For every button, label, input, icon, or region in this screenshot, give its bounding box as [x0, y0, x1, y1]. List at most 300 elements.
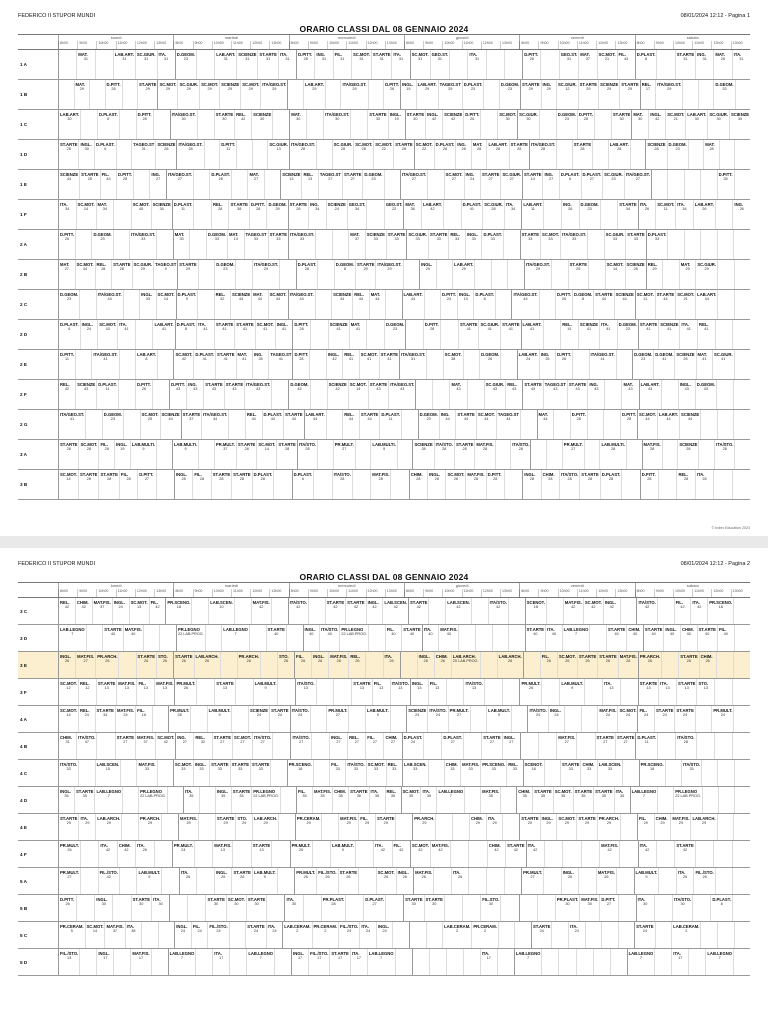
- lesson-cell[interactable]: [348, 706, 365, 732]
- lesson-cell[interactable]: [323, 110, 350, 139]
- lesson-cell[interactable]: [438, 625, 458, 651]
- lesson-cell[interactable]: [654, 895, 672, 921]
- lesson-cell[interactable]: [312, 787, 332, 813]
- lesson-cell[interactable]: [365, 652, 382, 678]
- lesson-cell[interactable]: [135, 706, 152, 732]
- lesson-cell[interactable]: [151, 895, 169, 921]
- lesson-cell[interactable]: [192, 470, 210, 499]
- lesson-cell[interactable]: [196, 320, 214, 349]
- lesson-cell[interactable]: [366, 320, 384, 349]
- lesson-cell[interactable]: [584, 440, 600, 469]
- lesson-cell[interactable]: [321, 814, 338, 840]
- lesson-cell[interactable]: [156, 440, 172, 469]
- lesson-cell[interactable]: [58, 760, 78, 786]
- class-row[interactable]: [18, 410, 750, 440]
- lesson-cell[interactable]: [620, 814, 637, 840]
- lesson-cell[interactable]: [581, 841, 599, 867]
- lesson-cell[interactable]: [234, 320, 254, 349]
- lesson-cell[interactable]: [523, 652, 540, 678]
- lesson-cell[interactable]: [193, 200, 211, 229]
- lesson-cell[interactable]: [424, 895, 444, 921]
- lesson-cell[interactable]: [427, 470, 445, 499]
- lesson-cell[interactable]: [420, 787, 436, 813]
- lesson-cell[interactable]: [251, 841, 271, 867]
- lesson-cell[interactable]: [451, 868, 469, 894]
- lesson-cell[interactable]: [471, 140, 487, 169]
- lesson-cell[interactable]: [697, 320, 715, 349]
- lesson-cell[interactable]: [353, 140, 373, 169]
- lesson-cell[interactable]: [734, 260, 751, 289]
- lesson-cell[interactable]: [168, 949, 196, 975]
- lesson-cell[interactable]: [677, 440, 698, 469]
- lesson-cell[interactable]: [696, 679, 714, 705]
- lesson-cell[interactable]: [480, 949, 497, 975]
- class-row[interactable]: [18, 170, 750, 200]
- lesson-cell[interactable]: [208, 598, 234, 624]
- lesson-cell[interactable]: [325, 80, 341, 109]
- lesson-cell[interactable]: [201, 410, 228, 439]
- lesson-cell[interactable]: [576, 733, 594, 759]
- lesson-cell[interactable]: [289, 110, 306, 139]
- lesson-cell[interactable]: [113, 949, 130, 975]
- lesson-cell[interactable]: [470, 706, 487, 732]
- lesson-cell[interactable]: [76, 733, 96, 759]
- lesson-cell[interactable]: [390, 706, 407, 732]
- lesson-cell[interactable]: [497, 949, 514, 975]
- lesson-cell[interactable]: [367, 110, 387, 139]
- lesson-cell[interactable]: [395, 814, 412, 840]
- lesson-cell[interactable]: [734, 350, 750, 379]
- lesson-cell[interactable]: [326, 350, 342, 379]
- lesson-cell[interactable]: [331, 290, 352, 319]
- lesson-cell[interactable]: [365, 733, 383, 759]
- lesson-cell[interactable]: [348, 787, 368, 813]
- lesson-cell[interactable]: [658, 868, 676, 894]
- lesson-cell[interactable]: [424, 290, 440, 319]
- lesson-cell[interactable]: [734, 760, 750, 786]
- lesson-cell[interactable]: [229, 949, 246, 975]
- lesson-cell[interactable]: [620, 598, 637, 624]
- lesson-cell[interactable]: [674, 841, 694, 867]
- lesson-cell[interactable]: [58, 320, 80, 349]
- lesson-cell[interactable]: [486, 470, 504, 499]
- lesson-cell[interactable]: [303, 80, 325, 109]
- lesson-cell[interactable]: [559, 50, 579, 79]
- lesson-cell[interactable]: [79, 170, 99, 199]
- lesson-cell[interactable]: [717, 290, 733, 319]
- lesson-cell[interactable]: [559, 679, 584, 705]
- lesson-cell[interactable]: [434, 140, 456, 169]
- lesson-cell[interactable]: [653, 350, 674, 379]
- lesson-cell[interactable]: [511, 706, 528, 732]
- lesson-cell[interactable]: [345, 895, 363, 921]
- lesson-cell[interactable]: [206, 230, 227, 259]
- lesson-cell[interactable]: [204, 140, 220, 169]
- lesson-cell[interactable]: [646, 230, 668, 259]
- lesson-cell[interactable]: [441, 733, 463, 759]
- lesson-cell[interactable]: [486, 814, 503, 840]
- lesson-cell[interactable]: [544, 841, 562, 867]
- lesson-cell[interactable]: [587, 410, 604, 439]
- lesson-cell[interactable]: [678, 652, 698, 678]
- lesson-cell[interactable]: [703, 140, 719, 169]
- lesson-cell[interactable]: [480, 652, 497, 678]
- lesson-cell[interactable]: [695, 50, 713, 79]
- class-row[interactable]: [18, 320, 750, 350]
- lesson-cell[interactable]: [478, 320, 500, 349]
- lesson-cell[interactable]: [118, 380, 135, 409]
- lesson-cell[interactable]: [58, 200, 76, 229]
- lesson-cell[interactable]: [251, 110, 272, 139]
- lesson-cell[interactable]: [96, 290, 123, 319]
- class-row[interactable]: [18, 922, 750, 949]
- lesson-cell[interactable]: [436, 787, 464, 813]
- lesson-cell[interactable]: [143, 625, 160, 651]
- lesson-cell[interactable]: [523, 760, 544, 786]
- lesson-cell[interactable]: [517, 110, 539, 139]
- lesson-cell[interactable]: [733, 380, 750, 409]
- lesson-cell[interactable]: [376, 922, 393, 948]
- lesson-cell[interactable]: [578, 80, 598, 109]
- lesson-cell[interactable]: [719, 140, 735, 169]
- lesson-cell[interactable]: [58, 380, 75, 409]
- lesson-cell[interactable]: [373, 841, 391, 867]
- lesson-cell[interactable]: [395, 949, 412, 975]
- lesson-cell[interactable]: [252, 260, 279, 289]
- lesson-cell[interactable]: [95, 706, 115, 732]
- lesson-cell[interactable]: [717, 410, 734, 439]
- lesson-cell[interactable]: [385, 290, 401, 319]
- lesson-cell[interactable]: [266, 895, 284, 921]
- lesson-cell[interactable]: [707, 110, 729, 139]
- lesson-cell[interactable]: [296, 787, 312, 813]
- lesson-cell[interactable]: [95, 760, 121, 786]
- lesson-cell[interactable]: [58, 922, 85, 948]
- lesson-cell[interactable]: [695, 380, 716, 409]
- lesson-cell[interactable]: [214, 290, 230, 319]
- lesson-cell[interactable]: [461, 200, 483, 229]
- lesson-cell[interactable]: [428, 679, 446, 705]
- lesson-cell[interactable]: [539, 350, 555, 379]
- lesson-cell[interactable]: [428, 760, 444, 786]
- lesson-cell[interactable]: [167, 787, 183, 813]
- lesson-cell[interactable]: [92, 598, 112, 624]
- lesson-cell[interactable]: [260, 652, 277, 678]
- lesson-cell[interactable]: [58, 652, 75, 678]
- lesson-cell[interactable]: [426, 922, 443, 948]
- lesson-cell[interactable]: [500, 895, 518, 921]
- lesson-cell[interactable]: [347, 200, 367, 229]
- lesson-cell[interactable]: [104, 922, 124, 948]
- lesson-cell[interactable]: [651, 170, 667, 199]
- lesson-cell[interactable]: [334, 260, 355, 289]
- lesson-cell[interactable]: [332, 470, 352, 499]
- lesson-cell[interactable]: [383, 652, 400, 678]
- lesson-cell[interactable]: [444, 170, 464, 199]
- lesson-cell[interactable]: [428, 598, 445, 624]
- lesson-cell[interactable]: [734, 922, 751, 948]
- lesson-cell[interactable]: [560, 760, 580, 786]
- lesson-cell[interactable]: [520, 733, 538, 759]
- lesson-cell[interactable]: [58, 110, 80, 139]
- lesson-cell[interactable]: [427, 706, 447, 732]
- lesson-cell[interactable]: [732, 470, 750, 499]
- lesson-cell[interactable]: [161, 814, 178, 840]
- lesson-cell[interactable]: [58, 470, 78, 499]
- lesson-cell[interactable]: [91, 350, 118, 379]
- lesson-cell[interactable]: [140, 410, 160, 439]
- lesson-cell[interactable]: [443, 200, 461, 229]
- lesson-cell[interactable]: [157, 350, 173, 379]
- lesson-cell[interactable]: [732, 868, 750, 894]
- lesson-cell[interactable]: [421, 200, 443, 229]
- lesson-cell[interactable]: [520, 410, 537, 439]
- lesson-cell[interactable]: [372, 679, 390, 705]
- lesson-cell[interactable]: [349, 320, 367, 349]
- lesson-cell[interactable]: [338, 814, 358, 840]
- lesson-cell[interactable]: [98, 868, 119, 894]
- lesson-cell[interactable]: [617, 50, 635, 79]
- lesson-cell[interactable]: [444, 760, 460, 786]
- lesson-cell[interactable]: [452, 260, 474, 289]
- lesson-cell[interactable]: [714, 679, 732, 705]
- lesson-cell[interactable]: [179, 868, 197, 894]
- lesson-cell[interactable]: [636, 895, 654, 921]
- lesson-cell[interactable]: [486, 868, 504, 894]
- lesson-cell[interactable]: [697, 625, 717, 651]
- lesson-cell[interactable]: [562, 625, 590, 651]
- lesson-cell[interactable]: [661, 652, 678, 678]
- lesson-cell[interactable]: [604, 230, 626, 259]
- lesson-cell[interactable]: [643, 625, 663, 651]
- lesson-cell[interactable]: [116, 679, 136, 705]
- lesson-cell[interactable]: [157, 80, 177, 109]
- lesson-cell[interactable]: [154, 679, 174, 705]
- lesson-cell[interactable]: [317, 440, 333, 469]
- lesson-cell[interactable]: [288, 230, 315, 259]
- lesson-cell[interactable]: [248, 706, 269, 732]
- lesson-cell[interactable]: [366, 598, 383, 624]
- lesson-cell[interactable]: [662, 260, 679, 289]
- lesson-cell[interactable]: [499, 80, 520, 109]
- lesson-cell[interactable]: [693, 868, 714, 894]
- lesson-cell[interactable]: [156, 470, 174, 499]
- lesson-cell[interactable]: [587, 230, 604, 259]
- class-row[interactable]: [18, 350, 750, 380]
- lesson-cell[interactable]: [448, 706, 470, 732]
- lesson-cell[interactable]: [480, 895, 500, 921]
- lesson-cell[interactable]: [95, 50, 113, 79]
- lesson-cell[interactable]: [587, 380, 604, 409]
- lesson-cell[interactable]: [102, 625, 122, 651]
- lesson-cell[interactable]: [656, 841, 674, 867]
- lesson-cell[interactable]: [351, 50, 371, 79]
- lesson-cell[interactable]: [197, 290, 213, 319]
- lesson-cell[interactable]: [198, 260, 215, 289]
- lesson-cell[interactable]: [440, 320, 458, 349]
- lesson-cell[interactable]: [396, 868, 414, 894]
- class-row[interactable]: [18, 625, 750, 652]
- lesson-cell[interactable]: [96, 733, 114, 759]
- lesson-cell[interactable]: [369, 290, 385, 319]
- lesson-cell[interactable]: [525, 598, 546, 624]
- lesson-cell[interactable]: [467, 380, 484, 409]
- lesson-cell[interactable]: [695, 706, 712, 732]
- lesson-cell[interactable]: [191, 598, 208, 624]
- lesson-cell[interactable]: [236, 50, 257, 79]
- lesson-cell[interactable]: [235, 260, 252, 289]
- lesson-cell[interactable]: [391, 50, 409, 79]
- lesson-cell[interactable]: [584, 679, 602, 705]
- lesson-cell[interactable]: [212, 733, 232, 759]
- lesson-cell[interactable]: [345, 760, 365, 786]
- lesson-cell[interactable]: [203, 380, 223, 409]
- lesson-cell[interactable]: [136, 868, 161, 894]
- lesson-cell[interactable]: [135, 380, 152, 409]
- lesson-cell[interactable]: [379, 350, 399, 379]
- lesson-cell[interactable]: [294, 868, 316, 894]
- lesson-cell[interactable]: [355, 260, 375, 289]
- lesson-cell[interactable]: [268, 230, 288, 259]
- lesson-cell[interactable]: [432, 380, 449, 409]
- lesson-cell[interactable]: [330, 841, 355, 867]
- lesson-cell[interactable]: [244, 380, 271, 409]
- lesson-cell[interactable]: [544, 760, 560, 786]
- lesson-cell[interactable]: [186, 380, 203, 409]
- lesson-cell[interactable]: [602, 170, 624, 199]
- lesson-cell[interactable]: [333, 440, 355, 469]
- lesson-cell[interactable]: [579, 895, 599, 921]
- lesson-cell[interactable]: [207, 922, 228, 948]
- lesson-cell[interactable]: [473, 290, 495, 319]
- lesson-cell[interactable]: [75, 260, 95, 289]
- lesson-cell[interactable]: [375, 260, 402, 289]
- lesson-cell[interactable]: [115, 733, 135, 759]
- lesson-cell[interactable]: [718, 787, 734, 813]
- lesson-cell[interactable]: [129, 598, 149, 624]
- lesson-cell[interactable]: [388, 110, 405, 139]
- lesson-cell[interactable]: [321, 895, 345, 921]
- lesson-cell[interactable]: [294, 652, 311, 678]
- lesson-cell[interactable]: [667, 170, 683, 199]
- lesson-cell[interactable]: [174, 470, 192, 499]
- lesson-cell[interactable]: [91, 230, 112, 259]
- lesson-cell[interactable]: [154, 841, 172, 867]
- class-row[interactable]: [18, 260, 750, 290]
- lesson-cell[interactable]: [165, 598, 191, 624]
- lesson-cell[interactable]: [430, 50, 450, 79]
- class-row[interactable]: [18, 230, 750, 260]
- lesson-cell[interactable]: [646, 260, 663, 289]
- lesson-cell[interactable]: [579, 470, 599, 499]
- lesson-cell[interactable]: [465, 470, 485, 499]
- lesson-cell[interactable]: [714, 733, 732, 759]
- class-row[interactable]: [18, 652, 750, 679]
- lesson-cell[interactable]: [312, 841, 330, 867]
- lesson-cell[interactable]: [275, 320, 293, 349]
- lesson-cell[interactable]: [444, 895, 462, 921]
- lesson-cell[interactable]: [193, 733, 211, 759]
- lesson-cell[interactable]: [700, 230, 717, 259]
- lesson-cell[interactable]: [516, 787, 532, 813]
- lesson-cell[interactable]: [511, 290, 538, 319]
- lesson-cell[interactable]: [702, 787, 718, 813]
- lesson-cell[interactable]: [260, 80, 287, 109]
- lesson-cell[interactable]: [713, 50, 731, 79]
- lesson-cell[interactable]: [537, 895, 555, 921]
- lesson-cell[interactable]: [594, 110, 611, 139]
- lesson-cell[interactable]: [715, 200, 733, 229]
- lesson-cell[interactable]: [520, 230, 540, 259]
- lesson-cell[interactable]: [627, 949, 655, 975]
- lesson-cell[interactable]: [657, 410, 679, 439]
- lesson-cell[interactable]: [276, 440, 296, 469]
- lesson-cell[interactable]: [296, 260, 318, 289]
- lesson-cell[interactable]: [228, 200, 248, 229]
- lesson-cell[interactable]: [482, 200, 504, 229]
- lesson-cell[interactable]: [540, 230, 560, 259]
- class-row[interactable]: [18, 787, 750, 814]
- lesson-cell[interactable]: [462, 80, 484, 109]
- lesson-cell[interactable]: [557, 652, 577, 678]
- lesson-cell[interactable]: [715, 320, 733, 349]
- lesson-cell[interactable]: [342, 410, 359, 439]
- lesson-cell[interactable]: [195, 949, 212, 975]
- lesson-cell[interactable]: [409, 922, 426, 948]
- lesson-cell[interactable]: [255, 320, 275, 349]
- lesson-cell[interactable]: [416, 80, 438, 109]
- lesson-cell[interactable]: [642, 440, 662, 469]
- lesson-cell[interactable]: [464, 787, 480, 813]
- lesson-cell[interactable]: [640, 470, 658, 499]
- lesson-cell[interactable]: [663, 625, 680, 651]
- lesson-cell[interactable]: [123, 410, 140, 439]
- lesson-cell[interactable]: [555, 350, 572, 379]
- lesson-cell[interactable]: [618, 652, 638, 678]
- lesson-cell[interactable]: [508, 598, 525, 624]
- lesson-cell[interactable]: [712, 350, 734, 379]
- class-row[interactable]: [18, 841, 750, 868]
- lesson-cell[interactable]: [190, 706, 207, 732]
- lesson-cell[interactable]: [465, 230, 482, 259]
- lesson-cell[interactable]: [521, 320, 543, 349]
- lesson-cell[interactable]: [119, 868, 137, 894]
- lesson-cell[interactable]: [350, 949, 367, 975]
- lesson-cell[interactable]: [234, 598, 251, 624]
- lesson-cell[interactable]: [450, 841, 468, 867]
- lesson-cell[interactable]: [675, 733, 695, 759]
- lesson-cell[interactable]: [131, 200, 151, 229]
- lesson-cell[interactable]: [193, 170, 209, 199]
- lesson-cell[interactable]: [327, 380, 348, 409]
- lesson-cell[interactable]: [219, 80, 240, 109]
- lesson-cell[interactable]: [457, 290, 473, 319]
- lesson-cell[interactable]: [635, 290, 655, 319]
- lesson-cell[interactable]: [713, 841, 731, 867]
- lesson-cell[interactable]: [717, 814, 734, 840]
- lesson-cell[interactable]: [379, 410, 401, 439]
- lesson-cell[interactable]: [589, 625, 606, 651]
- lesson-cell[interactable]: [537, 410, 554, 439]
- lesson-cell[interactable]: [436, 260, 453, 289]
- lesson-cell[interactable]: [130, 440, 156, 469]
- lesson-cell[interactable]: [117, 320, 135, 349]
- lesson-cell[interactable]: [695, 841, 713, 867]
- lesson-cell[interactable]: [496, 410, 520, 439]
- lesson-cell[interactable]: [578, 50, 596, 79]
- lesson-cell[interactable]: [138, 787, 167, 813]
- lesson-cell[interactable]: [155, 733, 175, 759]
